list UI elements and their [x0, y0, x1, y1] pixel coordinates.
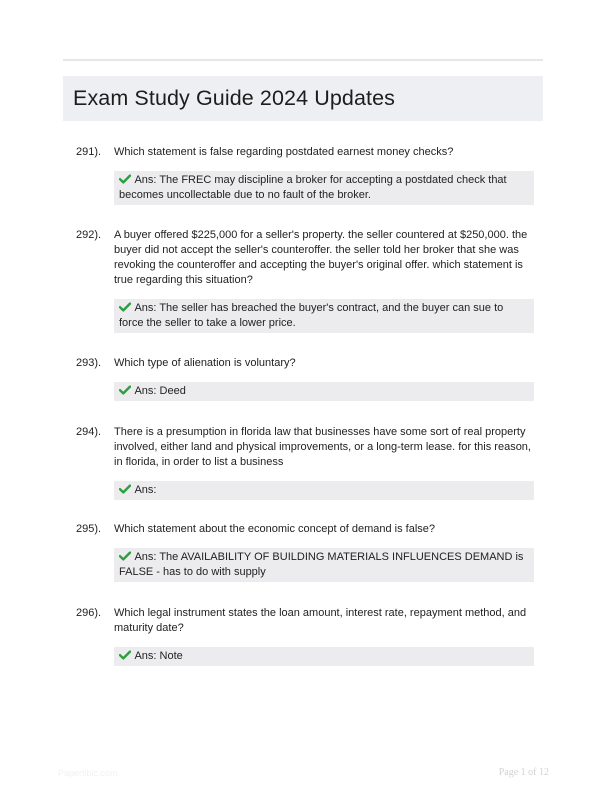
answer-text: Ans: The AVAILABILITY OF BUILDING MATERIALS INFLUENCES DEMAND is FALSE - has to do with supply: [119, 551, 524, 578]
question-text: Which statement about the economic concept of demand is false?: [114, 523, 436, 535]
question-text: Which legal instrument states the loan amount, interest rate, repayment method, and maturity date?: [114, 607, 527, 634]
answer-box: [114, 647, 534, 666]
title-bar: [63, 76, 543, 121]
answer-text: Ans: The FREC may discipline a broker for accepting a postdated check that becomes uncollectable due to no fault of the broker.: [119, 174, 507, 201]
answer-text: Ans: The seller has breached the buyer's contract, and the buyer can sue to force the seller to take a lower price.: [119, 302, 504, 329]
question-text: There is a presumption in florida law that businesses have some sort of real property involved, either land and physical improvements, or a long-term lease. for this reason, in florida, in order to list a business: [114, 426, 531, 468]
checkmark-icon: [119, 174, 131, 184]
answer-box: [114, 299, 534, 333]
page-indicator: Page 1 of 12: [498, 767, 549, 778]
answer-text: Ans: Note: [134, 650, 183, 662]
question-text: Which statement is false regarding postdated earnest money checks?: [114, 146, 454, 158]
question-number: 291).: [76, 146, 102, 158]
answer-box: [114, 548, 534, 582]
question-number: 292).: [76, 229, 102, 241]
answer-box: [114, 481, 534, 500]
checkmark-icon: [119, 484, 131, 494]
question-text: Which type of alienation is voluntary?: [114, 357, 296, 369]
question-number: 294).: [76, 426, 102, 438]
answer-box: [114, 382, 534, 401]
question-text: A buyer offered $225,000 for a seller's property. the seller countered at $250,000. the buyer did not accept the seller's counteroffer. the seller told her broker that she was revoking the counteroffer and accepting the buyer's original offer. which statement is true regarding this situation?: [114, 229, 528, 286]
question-number: 295).: [76, 523, 102, 535]
answer-box: [114, 171, 534, 205]
answer-text: Ans:: [134, 484, 157, 496]
page-title: Exam Study Guide 2024 Updates: [73, 86, 396, 110]
checkmark-icon: [119, 650, 131, 660]
checkmark-icon: [119, 302, 131, 312]
question-number: 296).: [76, 607, 102, 619]
question-number: 293).: [76, 357, 102, 369]
answer-text: Ans: Deed: [134, 385, 186, 397]
checkmark-icon: [119, 551, 131, 561]
footer-watermark: Papertibic.com: [58, 768, 118, 778]
checkmark-icon: [119, 385, 131, 395]
top-divider: [63, 59, 543, 61]
